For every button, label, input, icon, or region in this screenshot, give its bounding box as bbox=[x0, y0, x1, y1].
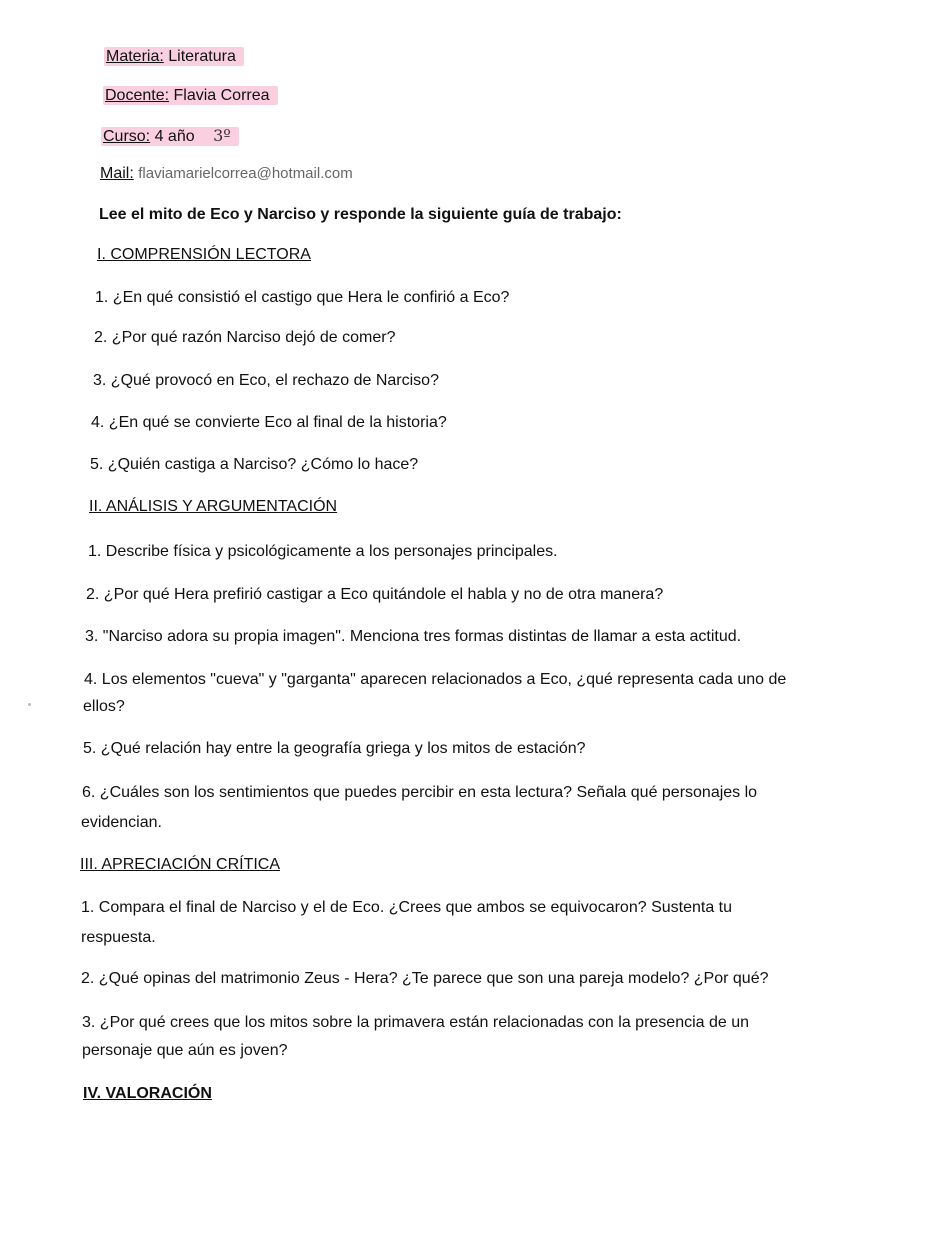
question-continuation: personaje que aún es joven? bbox=[82, 1042, 288, 1059]
section-heading-analisis: II. ANÁLISIS Y ARGUMENTACIÓN bbox=[89, 498, 338, 515]
question-item: 5. ¿Quién castiga a Narciso? ¿Cómo lo hace? bbox=[90, 456, 419, 473]
curso-value: 4 año bbox=[154, 128, 195, 145]
curso-handwritten: 3º bbox=[213, 126, 231, 145]
section-heading-apreciacion: III. APRECIACIÓN CRÍTICA bbox=[80, 856, 281, 873]
materia-line bbox=[104, 47, 244, 67]
mail-line bbox=[100, 164, 353, 184]
question-item: 4. ¿En qué se convierte Eco al final de la historia? bbox=[91, 414, 447, 431]
question-item: 5. ¿Qué relación hay entre la geografía griega y los mitos de estación? bbox=[83, 740, 586, 757]
instruction-text: Lee el mito de Eco y Narciso y responde la siguiente guía de trabajo: bbox=[99, 206, 622, 223]
question-continuation: evidencian. bbox=[81, 814, 162, 831]
curso-line bbox=[101, 126, 239, 147]
question-item: 4. Los elementos "cueva" y "garganta" aparecen relacionados a Eco, ¿qué representa cada uno de bbox=[84, 671, 787, 688]
question-item: 1. Describe física y psicológicamente a los personajes principales. bbox=[88, 543, 558, 560]
curso-label: Curso: bbox=[103, 128, 151, 145]
question-continuation: ellos? bbox=[83, 698, 125, 715]
materia-label: Materia: bbox=[106, 48, 164, 65]
question-item: 2. ¿Qué opinas del matrimonio Zeus - Hera? ¿Te parece que son una pareja modelo? ¿Por qué? bbox=[81, 970, 769, 987]
docente-label: Docente: bbox=[105, 87, 170, 104]
materia-value: Literatura bbox=[168, 48, 236, 65]
question-item: 1. Compara el final de Narciso y el de Eco. ¿Crees que ambos se equivocaron? Sustenta tu bbox=[81, 899, 733, 916]
section-heading-valoracion: IV. VALORACIÓN bbox=[83, 1085, 212, 1102]
question-item: 3. ¿Qué provocó en Eco, el rechazo de Narciso? bbox=[93, 372, 439, 389]
docente-line bbox=[103, 86, 278, 106]
question-item: 3. "Narciso adora su propia imagen". Menciona tres formas distintas de llamar a esta actitud. bbox=[85, 628, 742, 645]
docente-value: Flavia Correa bbox=[173, 87, 270, 104]
question-item: 6. ¿Cuáles son los sentimientos que puedes percibir en esta lectura? Señala qué personajes lo bbox=[82, 784, 758, 801]
question-item: 3. ¿Por qué crees que los mitos sobre la primavera están relacionadas con la presencia de un bbox=[82, 1014, 750, 1031]
question-continuation: respuesta. bbox=[81, 929, 156, 946]
section-heading-comprension: I. COMPRENSIÓN LECTORA bbox=[97, 246, 311, 263]
question-item: 2. ¿Por qué razón Narciso dejó de comer? bbox=[94, 329, 396, 346]
question-item: 1. ¿En qué consistió el castigo que Hera le confirió a Eco? bbox=[95, 289, 510, 306]
mail-value: flaviamarielcorrea@hotmail.com bbox=[138, 165, 353, 182]
question-item: 2. ¿Por qué Hera prefirió castigar a Eco quitándole el habla y no de otra manera? bbox=[86, 586, 664, 603]
mail-label: Mail: bbox=[100, 165, 134, 182]
scan-speck bbox=[28, 703, 31, 706]
